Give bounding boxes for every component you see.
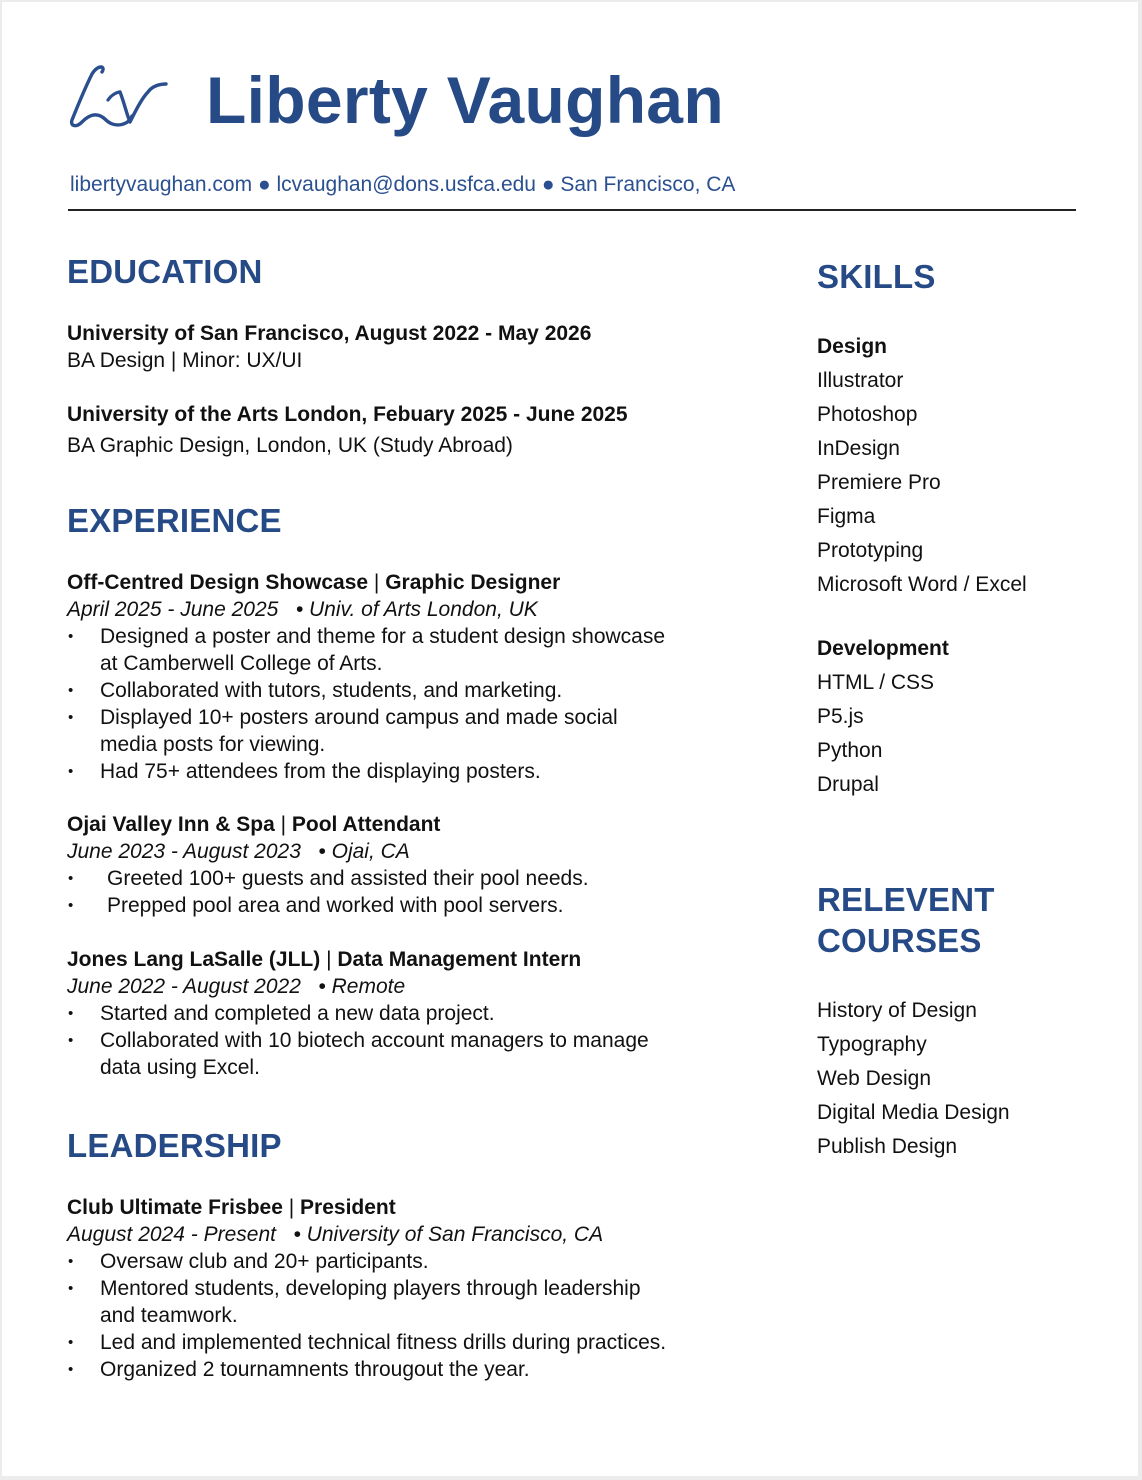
list-item: • Had 75+ attendees from the displaying posters. — [67, 758, 667, 785]
email-link[interactable]: lcvaughan@dons.usfca.edu — [276, 173, 536, 196]
job-bullets — [67, 865, 667, 919]
list-item: • Organized 2 tournamnents througout the year. — [67, 1356, 667, 1383]
skill-item: Drupal — [817, 773, 879, 796]
course-item: History of Design — [817, 999, 977, 1022]
list-item: • Designed a poster and theme for a student design showcase at Camberwell College of Arts. — [67, 623, 667, 677]
list-item: • Led and implemented technical fitness drills during practices. — [67, 1329, 667, 1356]
skill-item: Illustrator — [817, 369, 904, 392]
job-entry: Jones Lang LaSalle (JLL) | Data Management Intern June 2022 - August 2022 • Remote • Started and completed a new data project. • Collaborated with 10 biotech account managers to manage data using Excel. — [67, 946, 667, 1081]
education-heading: EDUCATION — [67, 253, 263, 290]
leadership-org: Club Ultimate Frisbee — [67, 1196, 283, 1219]
job-bullets — [67, 623, 667, 785]
header-divider — [68, 209, 1076, 211]
skill-item: Python — [817, 739, 883, 762]
list-item: • Collaborated with tutors, students, and marketing. — [67, 677, 667, 704]
list-item: • Prepped pool area and worked with pool servers. — [67, 892, 667, 919]
job-place: Ojai, CA — [331, 840, 410, 863]
experience-heading: EXPERIENCE — [67, 502, 282, 539]
leadership-role: President — [300, 1196, 396, 1219]
course-item: Digital Media Design — [817, 1101, 1010, 1124]
skills-heading: SKILLS — [817, 258, 936, 295]
leadership-heading: LEADERSHIP — [67, 1127, 282, 1164]
education-detail: BA Graphic Design, London, UK (Study Abroad) — [67, 434, 513, 457]
skills-category: Development — [817, 637, 949, 660]
contact-line — [70, 173, 735, 197]
skill-item: HTML / CSS — [817, 671, 935, 694]
job-bullets — [67, 1000, 667, 1081]
skill-item: InDesign — [817, 437, 900, 460]
education-entry — [67, 320, 767, 374]
job-org: Off-Centred Design Showcase — [67, 571, 369, 594]
course-item: Publish Design — [817, 1135, 958, 1158]
courses-list — [817, 998, 1010, 1168]
list-item: • Displayed 10+ posters around campus and made social media posts for viewing. — [67, 704, 667, 758]
job-entry: Ojai Valley Inn & Spa | Pool Attendant June 2023 - August 2023 • Ojai, CA • Greeted 100+ guests and assisted their pool needs. • Prepped pool area and worked with pool servers. — [67, 811, 667, 919]
job-role: Graphic Designer — [385, 571, 561, 594]
monogram-logo-icon — [68, 64, 170, 134]
resume-page — [2, 2, 1138, 1476]
job-dates: June 2023 - August 2023 — [67, 840, 301, 863]
list-item: • Mentored students, developing players through leadership and teamwork. — [67, 1275, 667, 1329]
job-org: Ojai Valley Inn & Spa — [67, 813, 275, 836]
skills-design-group — [817, 334, 1027, 606]
skill-item: Microsoft Word / Excel — [817, 573, 1027, 596]
course-item: Web Design — [817, 1067, 932, 1090]
list-item: • Oversaw club and 20+ participants. — [67, 1248, 667, 1275]
education-entry — [67, 401, 767, 459]
leadership-place: University of San Francisco, CA — [306, 1223, 604, 1246]
location-text: San Francisco, CA — [560, 173, 736, 196]
website-link[interactable]: libertyvaughan.com — [70, 173, 253, 196]
course-item: Typography — [817, 1033, 927, 1056]
education-detail: BA Design | Minor: UX/UI — [67, 349, 303, 372]
job-dates: June 2022 - August 2022 — [67, 975, 301, 998]
job-place: Remote — [331, 975, 406, 998]
skill-item: Premiere Pro — [817, 471, 941, 494]
list-item: • Collaborated with 10 biotech account managers to manage data using Excel. — [67, 1027, 667, 1081]
education-title: University of San Francisco, August 2022 - May 2026 — [67, 322, 592, 345]
skill-item: P5.js — [817, 705, 864, 728]
skill-item: Photoshop — [817, 403, 918, 426]
skills-category: Design — [817, 335, 888, 358]
contact-separator: ● — [541, 173, 555, 196]
skills-dev-group — [817, 636, 949, 806]
job-role: Data Management Intern — [337, 948, 582, 971]
list-item: • Started and completed a new data project. — [67, 1000, 667, 1027]
job-org: Jones Lang LaSalle (JLL) — [67, 948, 321, 971]
job-entry: Off-Centred Design Showcase | Graphic Designer April 2025 - June 2025 • Univ. of Arts London, UK • Designed a poster and theme for a student design showcase at Camberwell College of Arts. • Collaborated with tutors, students, and marketing. • Displayed 10+ posters around campus and made social media posts for viewing. • Had 75+ attendees from the displaying posters. — [67, 569, 667, 785]
list-item: • Greeted 100+ guests and assisted their pool needs. — [67, 865, 667, 892]
skill-item: Figma — [817, 505, 876, 528]
job-dates: April 2025 - June 2025 — [67, 598, 279, 621]
leadership-entry: Club Ultimate Frisbee | President August 2024 - Present • University of San Francisco, CA • Oversaw club and 20+ participants. • Mentored students, developing players through leadership and teamwork. • Led and implemented technical fitness drills during practices. • Organized 2 tournamnents througout the year. — [67, 1194, 667, 1383]
leadership-bullets — [67, 1248, 667, 1383]
leadership-dates: August 2024 - Present — [67, 1223, 276, 1246]
contact-separator: ● — [257, 173, 271, 196]
skill-item: Prototyping — [817, 539, 924, 562]
candidate-name: Liberty Vaughan — [206, 63, 724, 137]
job-role: Pool Attendant — [291, 813, 441, 836]
job-place: Univ. of Arts London, UK — [309, 598, 538, 621]
courses-heading: RELEVENT COURSES — [817, 881, 995, 959]
education-title: University of the Arts London, Febuary 2025 - June 2025 — [67, 403, 628, 426]
